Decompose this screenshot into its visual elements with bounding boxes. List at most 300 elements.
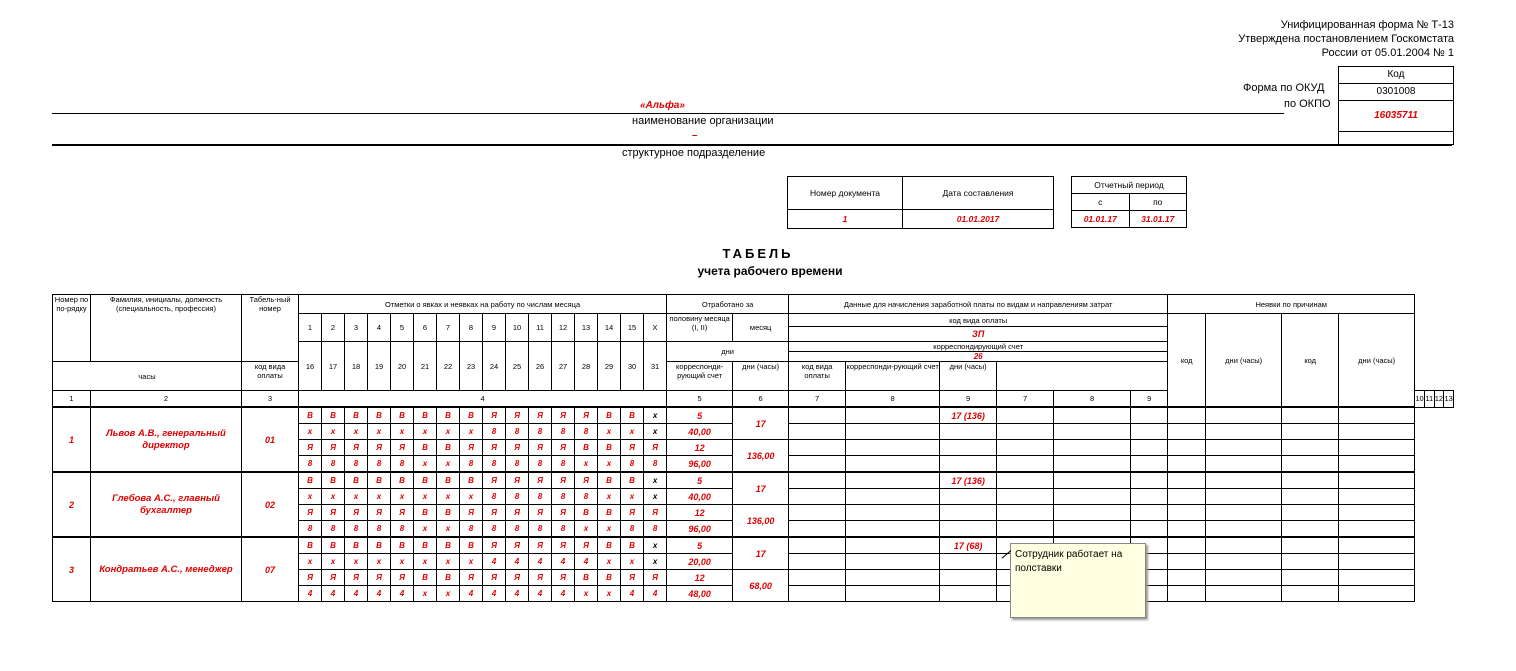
empty-cell <box>846 505 940 521</box>
day-mark: 4 <box>529 586 552 602</box>
empty-cell <box>1206 505 1282 521</box>
hours-header: часы <box>53 362 242 391</box>
half2-hours: 48,00 <box>667 586 733 602</box>
account-label: корреспондирующий счет 26 <box>789 342 1168 362</box>
org-line <box>52 113 1284 114</box>
day-mark: Я <box>621 505 644 521</box>
day-mark: В <box>460 407 483 424</box>
day-header: 30 <box>621 342 644 391</box>
day-mark: 8 <box>460 456 483 473</box>
day-mark: 4 <box>299 586 322 602</box>
empty-cell <box>1054 424 1131 440</box>
day-mark: 8 <box>322 521 345 538</box>
day-mark: 8 <box>391 456 414 473</box>
day-mark: х <box>644 537 667 554</box>
day-mark: х <box>414 456 437 473</box>
empty-cell <box>789 586 846 602</box>
day-mark: 8 <box>529 489 552 505</box>
day-mark: Я <box>299 440 322 456</box>
day-header: 9 <box>483 314 506 342</box>
pay-days: 17 (68) <box>940 537 997 554</box>
org-name: «Альфа» <box>640 100 685 111</box>
empty-cell <box>1339 554 1415 570</box>
day-mark: х <box>598 586 621 602</box>
day-mark: х <box>621 424 644 440</box>
day-mark: В <box>345 472 368 489</box>
empty-cell <box>1206 586 1282 602</box>
day-mark: 8 <box>621 521 644 538</box>
period-box <box>1071 176 1187 228</box>
empty-cell <box>846 440 940 456</box>
empty-cell <box>997 424 1054 440</box>
day-header: 12 <box>552 314 575 342</box>
day-header: 13 <box>575 314 598 342</box>
empty-cell <box>1131 424 1168 440</box>
period-to-value: 31.01.17 <box>1129 211 1187 228</box>
paycode-value: ЗП <box>789 327 1168 342</box>
doc-date-value: 01.01.2017 <box>903 210 1054 229</box>
empty-cell <box>1168 489 1206 505</box>
day-mark: Я <box>299 505 322 521</box>
emp-tab: 07 <box>242 537 299 602</box>
month-days: 17 <box>733 407 789 440</box>
empty-cell <box>997 440 1054 456</box>
empty-cell <box>940 521 997 538</box>
dept-caption: структурное подразделение <box>622 147 766 159</box>
empty-cell <box>1206 570 1282 586</box>
form-header <box>1238 18 1454 60</box>
half2-hours: 96,00 <box>667 521 733 538</box>
day-mark: В <box>414 570 437 586</box>
empty-cell <box>1131 521 1168 538</box>
emp-num: 1 <box>53 407 91 472</box>
day-mark: х <box>460 424 483 440</box>
day-mark: 8 <box>552 489 575 505</box>
empty-cell <box>846 424 940 440</box>
day-mark: х <box>322 489 345 505</box>
empty-cell <box>846 554 940 570</box>
day-mark: Я <box>552 472 575 489</box>
empty-cell <box>940 586 997 602</box>
empty-cell <box>940 440 997 456</box>
day-mark: 8 <box>506 521 529 538</box>
colnum: 1 <box>53 391 91 408</box>
day-mark: х <box>598 456 621 473</box>
half1-days: 5 <box>667 472 733 489</box>
day-mark: В <box>598 407 621 424</box>
day-mark: х <box>644 424 667 440</box>
day-mark: Я <box>621 570 644 586</box>
empty-cell <box>1206 489 1282 505</box>
empty-cell <box>1131 456 1168 473</box>
empty-cell <box>1339 440 1415 456</box>
empty-cell <box>789 407 846 424</box>
day-mark: х <box>644 407 667 424</box>
day-header: 20 <box>391 342 414 391</box>
day-mark: х <box>598 554 621 570</box>
day-mark: х <box>414 489 437 505</box>
day-mark: В <box>437 505 460 521</box>
day-mark: 8 <box>345 456 368 473</box>
empty-cell <box>1339 537 1415 554</box>
day-header: 4 <box>368 314 391 342</box>
empty-cell <box>940 505 997 521</box>
day-header: 25 <box>506 342 529 391</box>
day-mark: В <box>598 440 621 456</box>
empty-cell <box>1054 489 1131 505</box>
empty-cell <box>1206 554 1282 570</box>
empty-cell <box>1131 440 1168 456</box>
day-mark: В <box>621 407 644 424</box>
colnum: 6 <box>733 391 789 408</box>
empty-cell <box>1206 407 1282 424</box>
half2-days: 12 <box>667 505 733 521</box>
month-days: 17 <box>733 537 789 570</box>
period-from-value: 01.01.17 <box>1072 211 1130 228</box>
day-mark: Я <box>552 440 575 456</box>
form-approval-date: России от 05.01.2004 № 1 <box>1321 47 1454 59</box>
day-mark: В <box>460 472 483 489</box>
emp-num: 3 <box>53 537 91 602</box>
day-mark: В <box>322 537 345 554</box>
day-mark: В <box>345 537 368 554</box>
day-mark: Я <box>506 505 529 521</box>
day-mark: В <box>598 537 621 554</box>
account-value: 26 <box>789 351 1167 361</box>
day-mark: 4 <box>529 554 552 570</box>
day-mark: х <box>598 521 621 538</box>
empty-cell <box>1339 424 1415 440</box>
day-mark: В <box>299 472 322 489</box>
day-mark: В <box>437 472 460 489</box>
day-mark: В <box>598 570 621 586</box>
sub-code-header: код вида оплаты <box>242 362 299 391</box>
empty-cell <box>1339 586 1415 602</box>
day-mark: Я <box>368 505 391 521</box>
day-mark: Я <box>575 472 598 489</box>
day-mark: х <box>391 554 414 570</box>
day-mark: В <box>299 407 322 424</box>
day-mark: Я <box>529 505 552 521</box>
day-mark: 8 <box>322 456 345 473</box>
empty-cell <box>846 586 940 602</box>
half1-days: 5 <box>667 407 733 424</box>
empty-cell <box>789 521 846 538</box>
paycode-label: код вида оплаты <box>789 314 1168 327</box>
day-mark: 4 <box>460 586 483 602</box>
period-from-label: с <box>1072 194 1130 211</box>
day-mark: х <box>322 554 345 570</box>
day-mark: х <box>322 424 345 440</box>
day-mark: Я <box>529 570 552 586</box>
empty-cell <box>997 489 1054 505</box>
day-mark: В <box>575 505 598 521</box>
day-mark: 8 <box>368 456 391 473</box>
day-mark: Я <box>552 570 575 586</box>
day-mark: В <box>437 440 460 456</box>
day-mark: х <box>575 586 598 602</box>
empty-cell <box>1168 521 1206 538</box>
day-mark: 8 <box>529 424 552 440</box>
day-mark: 8 <box>552 521 575 538</box>
empty-cell <box>846 456 940 473</box>
day-mark: В <box>598 472 621 489</box>
doc-title: ТАБЕЛЬ <box>722 246 794 261</box>
day-mark: В <box>575 440 598 456</box>
day-mark: Я <box>552 537 575 554</box>
day-mark: В <box>414 407 437 424</box>
empty-cell <box>1054 472 1131 489</box>
empty-cell <box>1054 521 1131 538</box>
colnum: 13 <box>1444 391 1454 408</box>
day-mark: В <box>414 440 437 456</box>
day-header: 18 <box>345 342 368 391</box>
half2-days: 12 <box>667 570 733 586</box>
day-mark: 8 <box>345 521 368 538</box>
day-mark: х <box>621 489 644 505</box>
empty-cell <box>1282 586 1339 602</box>
doc-num-value: 1 <box>788 210 903 229</box>
day-mark: 8 <box>368 521 391 538</box>
abs-code-header-2: код <box>1282 314 1339 408</box>
col-payroll-header: Данные для начисления заработной платы по видам и направлениям затрат <box>789 295 1168 314</box>
day-mark: 8 <box>299 456 322 473</box>
day-header: 31 <box>644 342 667 391</box>
empty-cell <box>1168 407 1206 424</box>
day-mark: х <box>414 424 437 440</box>
abs-code-header: код <box>1168 314 1206 408</box>
day-header: 16 <box>299 342 322 391</box>
day-mark: Я <box>644 570 667 586</box>
day-mark: В <box>391 472 414 489</box>
col-name-header: Фамилия, инициалы, должность (специальность, профессия) <box>91 295 242 362</box>
emp-num: 2 <box>53 472 91 537</box>
empty-cell <box>789 424 846 440</box>
day-mark: Я <box>483 570 506 586</box>
day-mark: Я <box>391 440 414 456</box>
abs-days-header-2: дни (часы) <box>1339 314 1415 408</box>
day-mark: В <box>368 537 391 554</box>
day-mark: х <box>345 489 368 505</box>
doc-subtitle: учета рабочего времени <box>697 264 843 278</box>
emp-tab: 02 <box>242 472 299 537</box>
day-mark: В <box>414 505 437 521</box>
day-mark: 8 <box>299 521 322 538</box>
okpo-label: по ОКПО <box>1284 98 1331 110</box>
colnum: 10 <box>1415 391 1425 408</box>
day-mark: В <box>437 407 460 424</box>
okud-label: Форма по ОКУД <box>1243 82 1325 94</box>
day-header: 29 <box>598 342 621 391</box>
day-mark: 8 <box>506 424 529 440</box>
day-mark: 4 <box>322 586 345 602</box>
day-mark: 8 <box>506 489 529 505</box>
empty-cell <box>1282 554 1339 570</box>
day-header: 15 <box>621 314 644 342</box>
day-mark: Я <box>483 505 506 521</box>
col-absent-header: Неявки по причинам <box>1168 295 1415 314</box>
day-mark: Я <box>483 537 506 554</box>
empty-cell <box>940 456 997 473</box>
day-mark: Я <box>483 440 506 456</box>
month-hours: 68,00 <box>733 570 789 602</box>
emp-name: Глебова А.С., главный бухгалтер <box>91 472 242 537</box>
day-mark: Я <box>529 407 552 424</box>
colnum: 12 <box>1434 391 1444 408</box>
day-mark: В <box>345 407 368 424</box>
empty-cell <box>1168 554 1206 570</box>
empty-cell <box>1206 456 1282 473</box>
colnum: 9 <box>940 391 997 408</box>
code-empty <box>1339 132 1453 144</box>
period-to-label: по <box>1129 194 1187 211</box>
comment-tooltip: Сотрудник работает на полставки <box>1010 543 1146 618</box>
day-mark: Я <box>460 570 483 586</box>
colnum: 3 <box>242 391 299 408</box>
colnum: 4 <box>299 391 667 408</box>
day-mark: В <box>460 537 483 554</box>
day-mark: 4 <box>506 554 529 570</box>
empty-cell <box>940 424 997 440</box>
emp-name: Львов А.В., генеральный директор <box>91 407 242 472</box>
day-header: 3 <box>345 314 368 342</box>
day-header: 24 <box>483 342 506 391</box>
empty-cell <box>940 554 997 570</box>
day-mark: х <box>437 456 460 473</box>
day-mark: В <box>437 570 460 586</box>
empty-cell <box>1339 505 1415 521</box>
day-mark: Я <box>529 472 552 489</box>
empty-cell <box>940 570 997 586</box>
empty-cell <box>1131 407 1168 424</box>
day-mark: х <box>414 586 437 602</box>
day-header: 17 <box>322 342 345 391</box>
day-mark: 8 <box>621 456 644 473</box>
empty-cell <box>789 537 846 554</box>
empty-cell <box>789 489 846 505</box>
month-hours: 136,00 <box>733 505 789 538</box>
empty-cell <box>1168 537 1206 554</box>
day-header: 10 <box>506 314 529 342</box>
day-mark: Я <box>506 440 529 456</box>
colnum: 5 <box>667 391 733 408</box>
empty-cell <box>1339 407 1415 424</box>
day-mark: х <box>368 554 391 570</box>
day-mark: 4 <box>345 586 368 602</box>
day-mark: х <box>368 424 391 440</box>
day-mark: х <box>368 489 391 505</box>
day-header: 11 <box>529 314 552 342</box>
day-mark: В <box>299 537 322 554</box>
day-mark: 4 <box>621 586 644 602</box>
day-mark: В <box>598 505 621 521</box>
day-mark: 8 <box>483 456 506 473</box>
day-mark: Я <box>460 505 483 521</box>
day-mark: Я <box>322 440 345 456</box>
day-mark: Я <box>552 505 575 521</box>
empty-cell <box>789 472 846 489</box>
day-mark: В <box>391 407 414 424</box>
half1-days: 5 <box>667 537 733 554</box>
month-hours: 136,00 <box>733 440 789 473</box>
sub-days-header-2: дни (часы) <box>940 362 997 391</box>
empty-cell <box>789 456 846 473</box>
empty-cell <box>1168 440 1206 456</box>
day-mark: Я <box>506 407 529 424</box>
day-mark: 4 <box>368 586 391 602</box>
day-mark: 4 <box>483 586 506 602</box>
day-mark: х <box>437 489 460 505</box>
empty-cell <box>1206 537 1282 554</box>
empty-cell <box>1168 505 1206 521</box>
day-mark: В <box>391 537 414 554</box>
day-mark: 8 <box>644 521 667 538</box>
empty-cell <box>1131 472 1168 489</box>
day-mark: 4 <box>575 554 598 570</box>
day-mark: 8 <box>483 521 506 538</box>
day-mark: х <box>644 472 667 489</box>
empty-cell <box>1282 472 1339 489</box>
empty-cell <box>1054 440 1131 456</box>
empty-cell <box>940 489 997 505</box>
day-mark: В <box>414 472 437 489</box>
day-header: 28 <box>575 342 598 391</box>
day-mark: х <box>460 489 483 505</box>
empty-cell <box>1131 489 1168 505</box>
day-mark: х <box>345 424 368 440</box>
day-header: 2 <box>322 314 345 342</box>
day-header: 7 <box>437 314 460 342</box>
day-mark: 8 <box>391 521 414 538</box>
month-header: месяц <box>733 314 789 342</box>
day-mark: х <box>391 424 414 440</box>
form-title: Унифицированная форма № Т-13 <box>1280 19 1454 31</box>
empty-cell <box>846 570 940 586</box>
empty-cell <box>1168 472 1206 489</box>
empty-cell <box>1282 537 1339 554</box>
empty-cell <box>1168 456 1206 473</box>
empty-cell <box>1282 440 1339 456</box>
day-mark: х <box>437 521 460 538</box>
day-mark: Я <box>460 440 483 456</box>
day-mark: Я <box>391 570 414 586</box>
empty-cell <box>1168 586 1206 602</box>
day-header: 22 <box>437 342 460 391</box>
sub-account-header-2: корреспонди-рующий счет <box>846 362 940 391</box>
empty-cell <box>1168 570 1206 586</box>
day-mark: В <box>322 407 345 424</box>
empty-cell <box>997 472 1054 489</box>
empty-cell <box>997 407 1054 424</box>
day-mark: х <box>414 554 437 570</box>
day-mark: Я <box>299 570 322 586</box>
day-mark: Я <box>322 505 345 521</box>
empty-cell <box>997 505 1054 521</box>
half1-hours: 20,00 <box>667 554 733 570</box>
day-mark: 8 <box>644 456 667 473</box>
empty-cell <box>1339 472 1415 489</box>
day-mark: Я <box>621 440 644 456</box>
empty-cell <box>789 554 846 570</box>
day-mark: х <box>437 586 460 602</box>
empty-cell <box>997 521 1054 538</box>
sub-account-header: корреспонди-рующий счет <box>667 362 733 391</box>
half-header: половину месяца (I, II) <box>667 314 733 342</box>
empty-cell <box>1206 440 1282 456</box>
empty-cell <box>1339 489 1415 505</box>
empty-cell <box>1282 407 1339 424</box>
colnum: 9 <box>1131 391 1168 408</box>
